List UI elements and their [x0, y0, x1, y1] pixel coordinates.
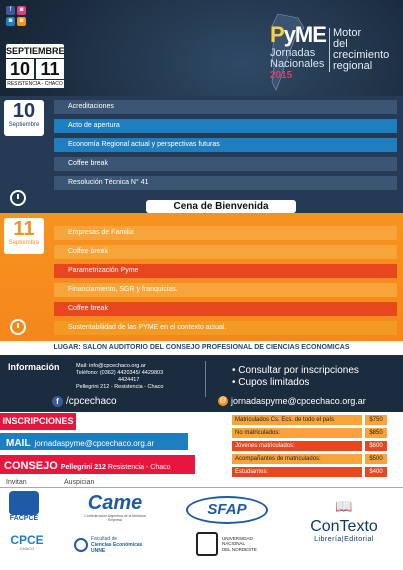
day-11-schedule	[54, 226, 397, 340]
web-icon[interactable]: ◙	[6, 17, 15, 26]
event-month: SEPTIEMBRE	[6, 46, 65, 56]
schedule-row: Coffee break	[54, 157, 397, 171]
contexto-logo	[296, 498, 392, 543]
consejo-street: Pellegrini 212	[60, 464, 106, 471]
unne-fce-logo	[74, 536, 154, 554]
schedule-row: Economía Regional actual y perspectivas futuras	[54, 138, 397, 152]
schedule-row: Financiamiento, SGR y franquicias.	[54, 283, 397, 297]
fee-row	[232, 454, 387, 464]
registration-email: jornadaspyme@cpcechaco.org.ar	[231, 396, 366, 406]
sfap-logo: SFAP	[186, 496, 268, 524]
consejo-bar	[0, 455, 195, 474]
invitan-label: Invitan	[6, 479, 27, 486]
fee-label: Matriculados Cs. Ecs. de todo el país	[232, 415, 362, 425]
facpce-text: FACPCE	[9, 515, 39, 522]
consejo-label: CONSEJO	[4, 460, 58, 472]
came-sub: Confederación Argentina de la Mediana Empresa	[84, 514, 146, 522]
univ-line: DEL NORDESTE	[222, 546, 257, 552]
schedule-row: Resolución Técnica N° 41	[54, 176, 397, 190]
facpce-logo	[6, 491, 42, 522]
venue-line: LUGAR: SALON AUDITORIO DEL CONSEJO PROFESIONAL DE CIENCIAS ECONOMICAS	[0, 341, 403, 355]
cena-banner: Cena de Bienvenida	[146, 200, 296, 213]
univ-line: UNIVERSIDAD	[222, 535, 253, 541]
unne-line: Facultad de	[91, 536, 118, 542]
book-icon: 📖	[335, 498, 353, 514]
info-title: Información	[8, 362, 60, 372]
fee-amount: $750	[365, 415, 387, 425]
event-day-2: 11	[40, 59, 60, 79]
email-icon: @	[219, 397, 227, 404]
logo-subtitle: Jornadas Nacionales	[270, 47, 325, 70]
clock-icon	[10, 319, 26, 335]
event-day-1: 10	[6, 59, 36, 79]
came-logo	[80, 492, 150, 522]
day-number: 11	[13, 218, 35, 240]
came-text: Came	[87, 492, 143, 514]
day-11-label	[4, 218, 44, 254]
day-month: Septiembre	[8, 240, 40, 246]
clock-icon	[10, 190, 26, 206]
facebook-icon[interactable]: f	[6, 6, 15, 15]
unne-circle-icon	[74, 538, 88, 552]
fee-label: Jóvenes matriculados:	[232, 441, 362, 451]
fee-row	[232, 441, 387, 451]
fee-label: No matriculados:	[232, 428, 362, 438]
unne-line: UNNE	[91, 548, 106, 554]
mail-label: MAIL	[6, 438, 31, 449]
tagline-line: Motor	[333, 27, 362, 39]
contact-phone-2: 4424417	[118, 377, 140, 383]
fee-amount: $500	[365, 454, 387, 464]
contexto-text: ConTexto	[310, 518, 378, 535]
day-10-schedule	[54, 100, 397, 195]
social-icons	[6, 6, 36, 26]
cpce-text: CPCE	[10, 533, 44, 547]
fee-row	[232, 428, 387, 438]
event-place: RESISTENCIA - CHACO	[7, 81, 63, 87]
schedule-row: Sustentabilidad de las PYME en el contexto actual.	[54, 321, 397, 335]
event-date-box	[6, 44, 64, 88]
fee-amount: $600	[365, 441, 387, 451]
schedule-row: Acreditaciones	[54, 100, 397, 114]
schedule-row: Coffee break	[54, 245, 397, 259]
day-10-label	[4, 100, 44, 136]
consejo-city: Resistencia - Chaco	[107, 464, 171, 471]
fee-row	[232, 415, 387, 425]
fee-label: Estudiantes:	[232, 467, 362, 477]
schedule-row: Acto de apertura	[54, 119, 397, 133]
instagram-icon[interactable]: ◙	[17, 6, 26, 15]
facebook-handle: /cpcechaco	[66, 396, 117, 407]
divider	[205, 361, 206, 397]
unne-logo	[196, 532, 276, 556]
tagline-line: crecimiento	[333, 49, 390, 61]
bullet-item: Cupos limitados	[238, 377, 310, 388]
logo-year: 2015	[270, 70, 293, 81]
contact-mail[interactable]: Mail: info@cpcechaco.org.ar	[76, 363, 146, 369]
schedule-row: Coffee break	[54, 302, 397, 316]
cpce-logo	[4, 534, 50, 551]
info-bullets: • Consultar por inscripciones • Cupos limitados	[232, 365, 359, 388]
schedule-row: Parametrización Pyme	[54, 264, 397, 278]
bullet-item: Consultar por inscripciones	[238, 365, 359, 376]
pyme-logo	[270, 22, 330, 81]
registration-email-link[interactable]	[218, 396, 366, 406]
unne-shield-icon	[196, 532, 218, 556]
logo-text: yME	[283, 22, 326, 47]
day-month: Septiembre	[8, 122, 40, 128]
user-icon[interactable]: ◙	[17, 17, 26, 26]
tagline-line: del	[333, 38, 348, 50]
cpce-sub: CHACO	[19, 546, 35, 551]
facebook-icon: f	[52, 396, 63, 407]
fee-label: Acompañantes de matriculados:	[232, 454, 362, 464]
fee-row	[232, 467, 387, 477]
inscripciones-title: INSCRIPCIONES	[0, 413, 76, 430]
contexto-sub: Librería|Editorial	[314, 536, 374, 543]
contact-block	[76, 363, 163, 391]
contact-phone: Teléfono: (0362) 4420345/ 4429803	[76, 370, 164, 376]
mail-bar[interactable]	[0, 433, 188, 450]
contact-address: Pellegrini 212 - Resistencia - Chaco	[76, 384, 164, 390]
schedule-row: Empresas de Familia	[54, 226, 397, 240]
facpce-mark-icon	[9, 491, 39, 515]
day-number: 10	[12, 100, 36, 122]
mail-address: jornadaspyme@cpcechaco.org.ar	[34, 439, 155, 448]
unne-line: Ciencias Económicas	[91, 542, 143, 548]
logo-letter: P	[270, 22, 284, 47]
info-strip	[0, 355, 403, 412]
fee-amount: $400	[365, 467, 387, 477]
fee-table	[232, 415, 387, 480]
fee-amount: $850	[365, 428, 387, 438]
auspician-label: Auspician	[64, 479, 95, 486]
tagline	[329, 28, 389, 72]
facebook-link[interactable]	[52, 396, 117, 407]
divider	[0, 487, 403, 488]
univ-line: NACIONAL	[222, 541, 246, 547]
tagline-line: regional	[333, 60, 373, 72]
